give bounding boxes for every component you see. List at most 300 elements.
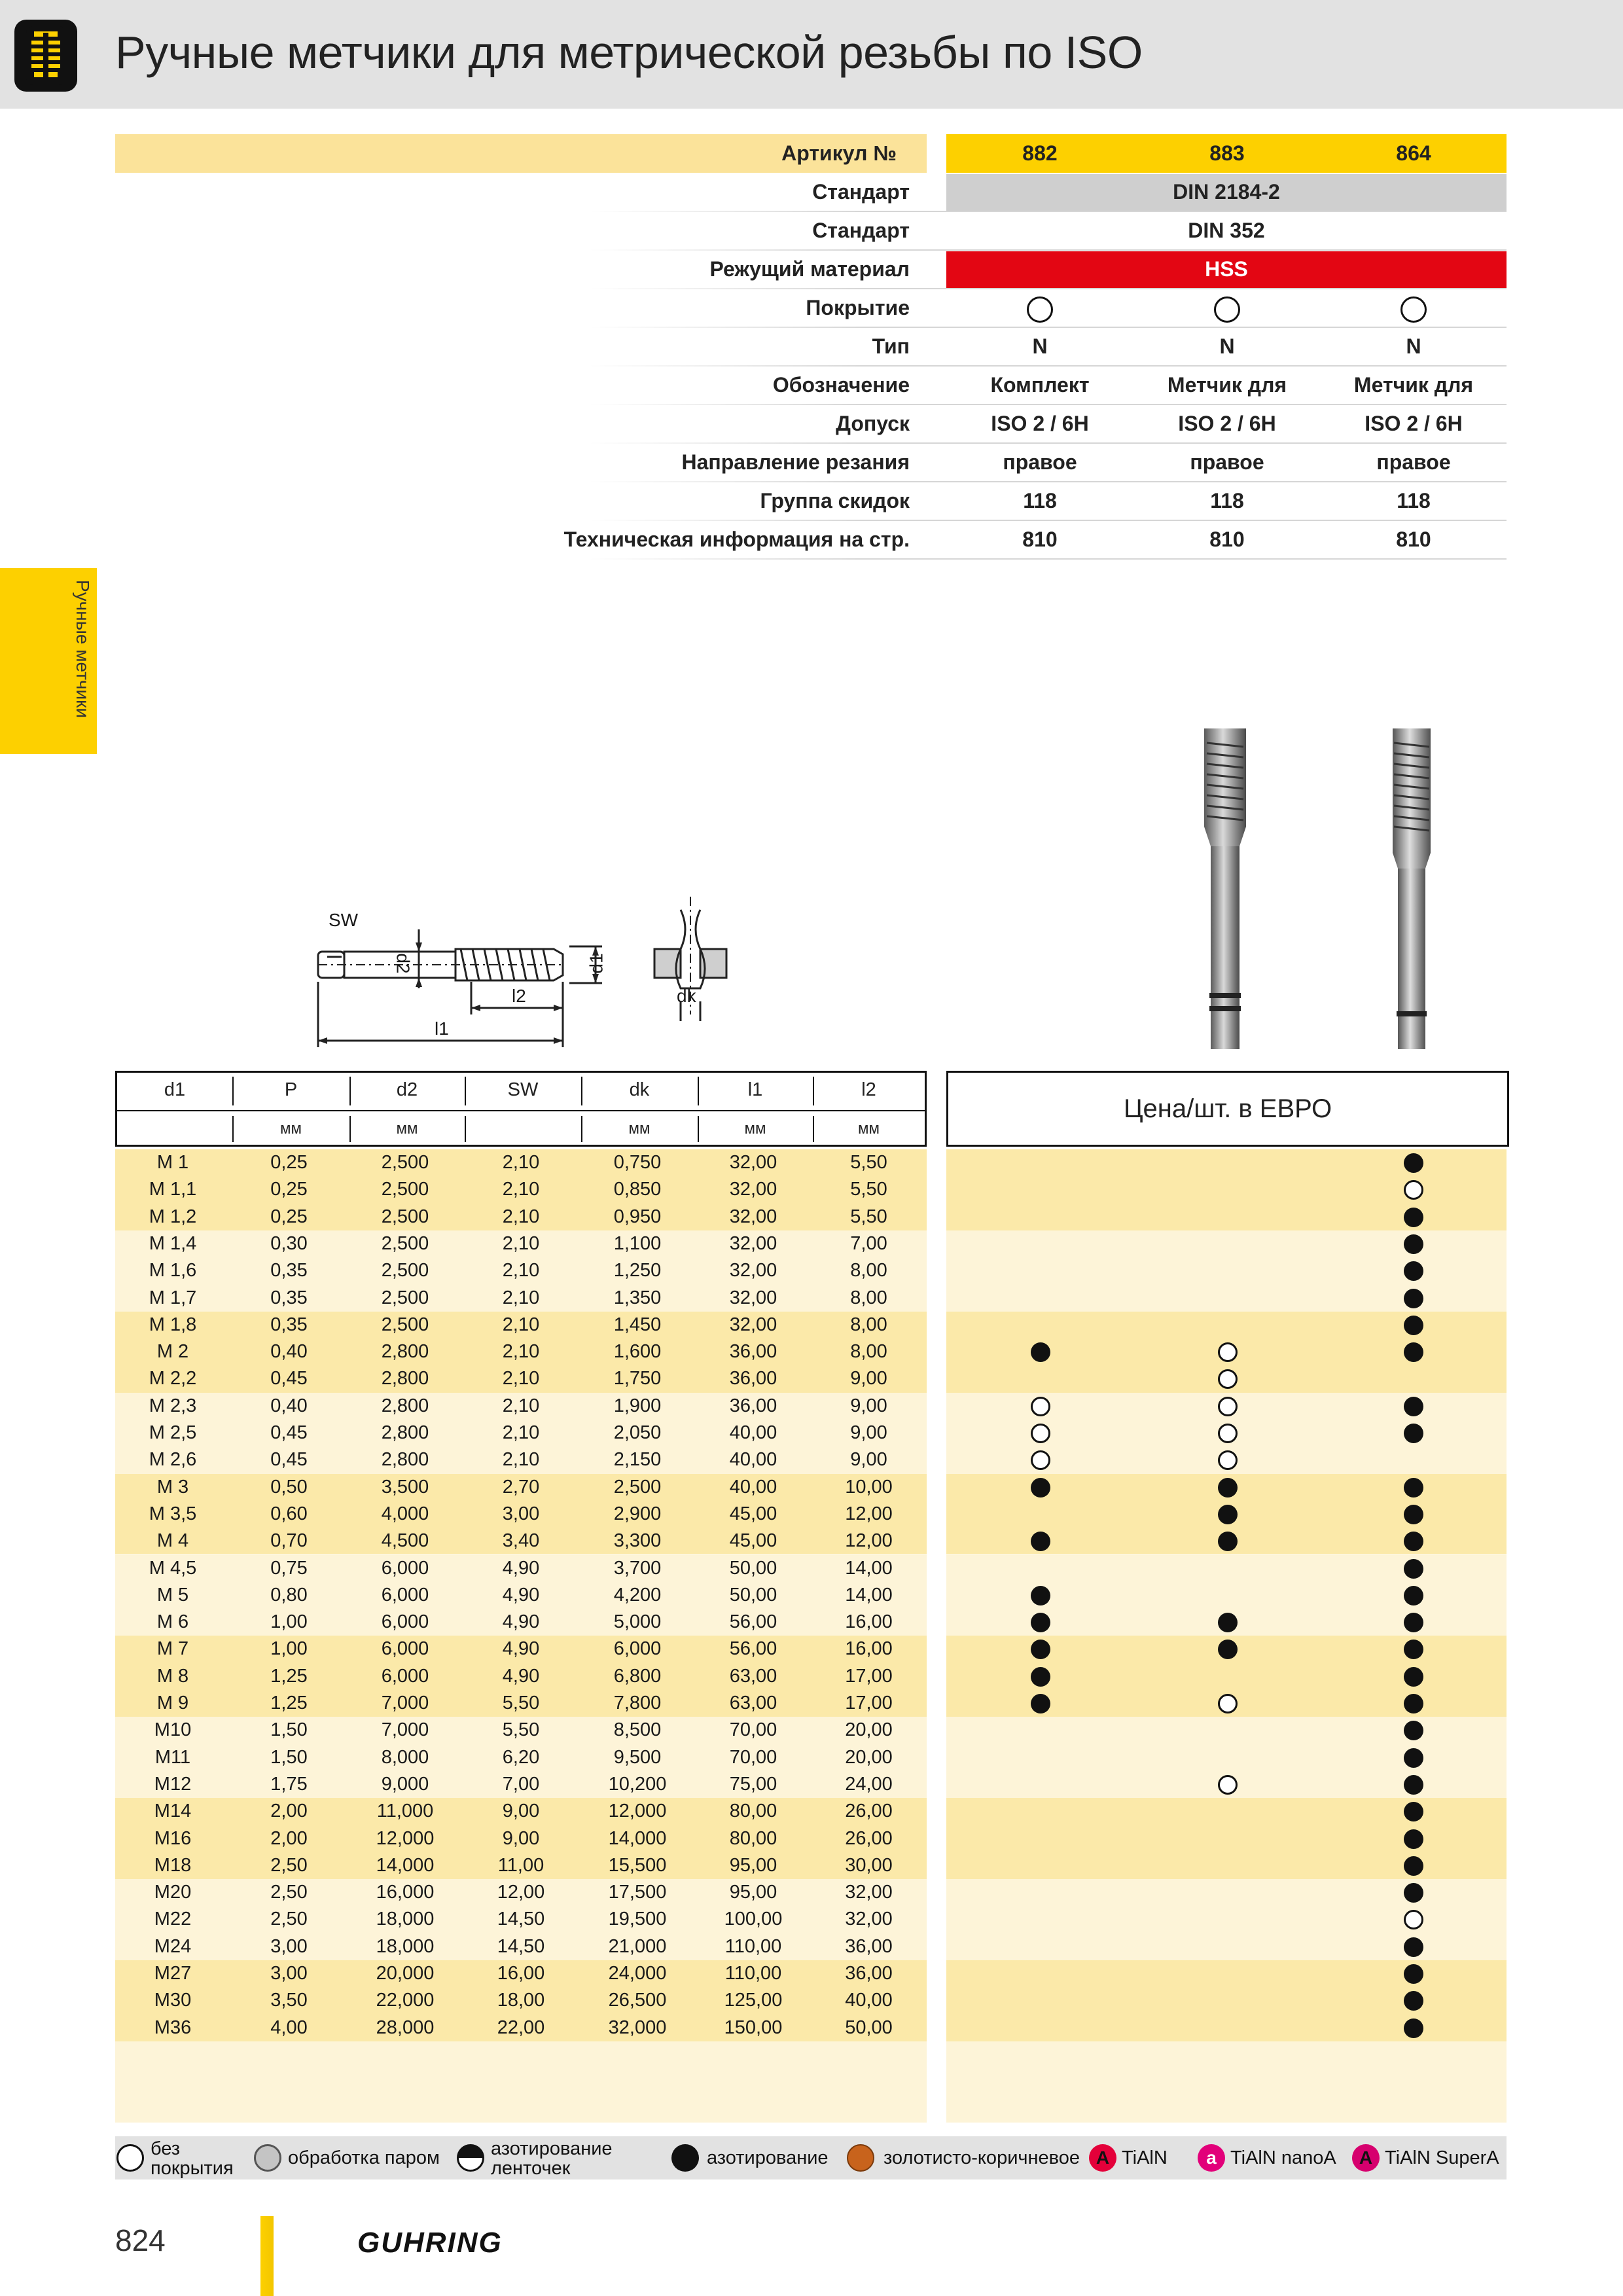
table-cell: 9,00 [850,1449,887,1471]
tap-photo-883 [1191,723,1263,1057]
table-cell: 10,00 [845,1476,893,1498]
tialn-supera-icon: A [1352,2144,1380,2172]
unit-p: мм [280,1120,302,1138]
table-cell: 11,000 [376,1801,434,1822]
table-cell: 3,00 [270,1935,308,1957]
table-cell: M 5 [156,1584,189,1605]
table-cell: 30,00 [845,1854,893,1876]
table-cell: 32,00 [729,1287,777,1308]
spec-label: Стандарт [812,219,910,242]
table-cell: 2,70 [502,1476,540,1498]
spec-row-coating [0,289,1623,327]
section-tab-label: Ручные метчики [73,580,93,719]
legend-label: TiAlN SuperA [1385,2147,1499,2168]
in-stock-dot-icon [1218,1505,1238,1524]
uncoated-icon [1400,296,1427,323]
in-stock-dot-icon [1404,1208,1423,1227]
in-stock-dot-icon [1404,2018,1423,2038]
table-cell: 3,40 [502,1530,540,1552]
table-cell: 6,000 [381,1584,429,1605]
on-order-circle-icon [1218,1775,1238,1795]
table-cell: 8,00 [850,1287,887,1308]
table-cell: 1,250 [613,1260,662,1282]
tolerance-882: ISO 2 / 6H [991,412,1089,435]
in-stock-dot-icon [1404,1342,1423,1362]
steam-treated-icon [254,2144,281,2172]
table-cell: M 2 [156,1341,189,1363]
table-cell: 95,00 [729,1882,777,1903]
table-cell: 0,35 [270,1260,308,1282]
table-cell: 4,90 [502,1584,540,1605]
table-cell: 56,00 [729,1638,777,1660]
in-stock-dot-icon [1218,1613,1238,1632]
table-cell: 2,10 [502,1287,540,1308]
table-cell: 6,000 [613,1638,662,1660]
table-cell: 63,00 [729,1665,777,1687]
table-cell: 1,25 [270,1693,308,1713]
type-864: N [1406,334,1421,358]
table-cell: 36,00 [845,1963,893,1984]
table-cell: 1,750 [613,1368,662,1390]
table-cell: M16 [154,1827,192,1849]
table-cell: 32,00 [729,1260,777,1282]
table-cell: 4,500 [381,1530,429,1552]
diagram-label-dk: dk [677,986,696,1006]
table-cell: 7,000 [381,1719,429,1741]
table-cell: 18,00 [497,1990,545,2011]
table-cell: 1,100 [613,1232,662,1254]
in-stock-dot-icon [1031,1694,1050,1713]
table-cell: 70,00 [729,1746,777,1768]
on-order-circle-icon [1218,1342,1238,1362]
table-cell: 0,75 [270,1557,308,1579]
table-cell: 110,00 [724,1963,782,1984]
table-cell: 3,300 [613,1530,662,1552]
table-cell: 28,000 [376,2017,435,2038]
col-header-sw: SW [507,1079,539,1100]
table-cell: M 3,5 [149,1503,197,1524]
table-cell: 17,00 [845,1665,893,1687]
table-cell: 4,200 [613,1584,662,1605]
table-cell: 2,800 [381,1341,429,1363]
table-cell: 0,25 [270,1206,308,1227]
spec-row-discount [0,482,1623,520]
spec-row-standard1 [0,173,1623,211]
table-cell: 5,50 [502,1693,540,1713]
table-cell: 2,10 [502,1152,540,1173]
table-cell: 40,00 [729,1476,777,1498]
table-cell: 20,00 [845,1746,893,1768]
in-stock-dot-icon [1404,1316,1423,1335]
table-cell: M22 [154,1909,192,1930]
table-cell: 22,00 [497,2017,545,2038]
coating-864 [1321,289,1507,327]
table-cell: 12,00 [845,1503,893,1524]
table-cell: 2,10 [502,1341,540,1363]
type-883: N [1219,334,1235,358]
divider [117,1110,925,1111]
spec-row-designation [0,366,1623,404]
table-cell: 2,900 [613,1503,662,1524]
table-cell: 70,00 [729,1719,777,1741]
table-cell: 1,600 [613,1341,662,1363]
table-cell: 6,000 [381,1557,429,1579]
table-cell: 17,500 [608,1882,667,1903]
table-cell: 125,00 [724,1990,783,2011]
col-header-l2: l2 [861,1079,876,1100]
table-cell: 40,00 [729,1422,777,1443]
table-cell: 2,500 [381,1260,429,1282]
table-cell: 9,000 [381,1773,429,1795]
table-cell: 5,50 [850,1179,887,1200]
table-cell: 100,00 [724,1909,783,1930]
spec-label: Артикул № [781,141,897,165]
in-stock-dot-icon [1031,1478,1050,1498]
table-cell: 8,00 [850,1341,887,1363]
table-cell: 36,00 [729,1395,777,1416]
diagram-label-d1: d1 [586,953,607,974]
table-cell: 15,500 [608,1854,667,1876]
table-cell: 1,00 [270,1638,308,1660]
unit-dk: мм [628,1120,651,1138]
legend-label: TiAlN [1122,2147,1168,2168]
standard1-value: DIN 2184-2 [1173,180,1280,204]
table-cell: 50,00 [729,1557,777,1579]
in-stock-dot-icon [1404,1964,1423,1984]
table-cell: M20 [154,1882,192,1903]
table-cell: 2,800 [381,1368,429,1390]
table-cell: 1,900 [613,1395,662,1416]
table-cell: 0,35 [270,1314,308,1335]
table-cell: 2,10 [502,1314,540,1335]
price-column-header: Цена/шт. в ЕВРО [946,1071,1509,1147]
table-cell: 80,00 [729,1801,777,1822]
in-stock-dot-icon [1404,1883,1423,1903]
discount-864: 118 [1397,489,1431,512]
in-stock-dot-icon [1404,1532,1423,1551]
table-cell: 95,00 [729,1854,777,1876]
table-cell: 2,800 [381,1422,429,1443]
table-cell: 2,500 [613,1476,662,1498]
table-cell: 0,40 [270,1395,308,1416]
spec-row-type [0,327,1623,366]
in-stock-dot-icon [1404,1775,1423,1795]
in-stock-dot-icon [1404,1505,1423,1524]
in-stock-dot-icon [1404,1478,1423,1498]
table-cell: 14,000 [608,1827,667,1849]
table-cell: 5,50 [850,1152,887,1173]
direction-864: правое [1376,450,1451,474]
half-nitrided-icon [457,2144,484,2172]
table-cell: M30 [154,1990,192,2011]
spec-label: Покрытие [806,296,910,319]
table-cell: M 2,5 [149,1422,197,1443]
table-cell: 2,10 [502,1422,540,1443]
spec-row-techinfo [0,520,1623,559]
table-cell: M 9 [156,1693,189,1713]
table-cell: 16,00 [845,1611,893,1633]
in-stock-dot-icon [1404,1397,1423,1416]
table-cell: 0,45 [270,1368,308,1390]
table-cell: 1,00 [270,1611,308,1633]
in-stock-dot-icon [1404,1694,1423,1713]
table-cell: 14,50 [497,1935,545,1957]
table-cell: M 1,8 [149,1314,197,1335]
brand-logo: GUHRING [357,2227,503,2259]
table-cell: 2,00 [270,1827,308,1849]
table-cell: 36,00 [845,1935,893,1957]
table-cell: M 4,5 [149,1557,197,1579]
spec-label: Обозначение [772,373,910,397]
table-cell: 56,00 [729,1611,777,1633]
uncoated-icon [116,2144,144,2172]
table-cell: 0,80 [270,1584,308,1605]
table-cell: 32,00 [845,1882,893,1903]
table-cell: 0,40 [270,1341,308,1363]
in-stock-dot-icon [1404,1937,1423,1957]
table-cell: 63,00 [729,1693,777,1713]
spec-label: Режущий материал [709,257,910,281]
table-cell: 0,750 [613,1152,662,1173]
table-cell: 0,30 [270,1232,308,1254]
table-cell: 10,200 [608,1773,667,1795]
table-cell: 2,500 [381,1232,429,1254]
table-cell: 0,45 [270,1449,308,1471]
table-cell: 16,00 [497,1963,545,1984]
table-cell: 0,50 [270,1476,308,1498]
designation-883: Метчик для [1167,373,1287,397]
table-cell: 18,000 [376,1909,435,1930]
table-cell: 6,000 [381,1611,429,1633]
table-cell: 40,00 [845,1990,893,2011]
table-cell: 1,75 [270,1773,308,1795]
table-cell: 50,00 [729,1584,777,1605]
tap-photo-864 [1377,723,1449,1057]
table-cell: 0,35 [270,1287,308,1308]
table-cell: 2,10 [502,1179,540,1200]
table-cell: 0,25 [270,1179,308,1200]
on-order-circle-icon [1031,1424,1050,1443]
direction-883: правое [1190,450,1264,474]
spec-row-standard2 [0,211,1623,250]
table-cell: 9,500 [613,1746,662,1768]
table-cell: 32,000 [608,2017,667,2038]
table-cell: 50,00 [845,2017,893,2038]
page-header [0,0,1623,109]
price-row-band [946,2041,1507,2123]
table-cell: 3,50 [270,1990,308,2011]
designation-864: Метчик для [1353,373,1474,397]
in-stock-dot-icon [1031,1586,1050,1605]
table-cell: 6,000 [381,1665,429,1687]
table-cell: 40,00 [729,1449,777,1471]
table-cell: 3,500 [381,1476,429,1498]
on-order-circle-icon [1218,1694,1238,1713]
legend-label: азотирование [707,2147,829,2168]
divider [465,1116,466,1142]
table-cell: M24 [154,1935,192,1957]
table-cell: 8,00 [850,1260,887,1282]
table-cell: 26,00 [845,1801,893,1822]
table-cell: 6,000 [381,1638,429,1660]
divider [589,558,1507,560]
diagram-label-l1: l1 [435,1018,449,1039]
table-cell: 110,00 [724,1935,782,1957]
legend-label: азотирование ленточек [491,2138,613,2179]
in-stock-dot-icon [1404,1559,1423,1579]
table-cell: M14 [154,1801,192,1822]
table-cell: 36,00 [729,1341,777,1363]
spec-label: Техническая информация на стр. [563,528,910,551]
table-cell: M 2,2 [149,1368,197,1390]
table-cell: 12,000 [376,1827,435,1849]
table-cell: 17,00 [845,1693,893,1713]
nitrided-icon [671,2144,699,2172]
on-order-circle-icon [1031,1397,1050,1416]
table-cell: 18,000 [376,1935,435,1957]
table-cell: 4,000 [381,1503,429,1524]
table-cell: 32,00 [729,1232,777,1254]
uncoated-icon [1027,296,1053,323]
legend-label: TiAlN nanoA [1230,2147,1336,2168]
table-cell: 16,000 [376,1882,435,1903]
table-cell: 21,000 [608,1935,667,1957]
tialn-nanoa-icon: a [1198,2144,1225,2172]
unit-l2: мм [858,1120,880,1138]
table-cell: 4,90 [502,1638,540,1660]
spec-row-tolerance [0,404,1623,443]
table-cell: 26,00 [845,1827,893,1849]
col-header-dk: dk [629,1079,650,1100]
discount-883: 118 [1210,489,1244,512]
table-cell: 45,00 [729,1503,777,1524]
unit-l1: мм [744,1120,766,1138]
table-cell: 9,00 [502,1827,540,1849]
on-order-circle-icon [1218,1397,1238,1416]
tialn-icon: A [1089,2144,1116,2172]
in-stock-dot-icon [1404,1424,1423,1443]
table-cell: 36,00 [729,1368,777,1390]
table-cell: 32,00 [729,1152,777,1173]
in-stock-dot-icon [1218,1478,1238,1498]
table-cell: 2,500 [381,1314,429,1335]
table-cell: 2,50 [270,1882,308,1903]
table-cell: 12,00 [845,1530,893,1552]
table-cell: 1,50 [270,1746,308,1768]
table-cell: 1,350 [613,1287,662,1308]
table-cell: 24,00 [845,1773,893,1795]
spec-row-article [0,134,1623,173]
table-cell: M27 [154,1963,192,1984]
table-cell: 8,00 [850,1314,887,1335]
table-cell: 32,00 [729,1314,777,1335]
table-cell: 12,00 [497,1882,545,1903]
table-cell: 2,10 [502,1449,540,1471]
in-stock-dot-icon [1404,1234,1423,1254]
article-882: 882 [1022,141,1058,165]
table-cell: 2,10 [502,1232,540,1254]
table-cell: 5,50 [850,1206,887,1227]
col-header-l1: l1 [747,1079,763,1100]
tolerance-864: ISO 2 / 6H [1364,412,1463,435]
table-cell: 1,50 [270,1719,308,1741]
table-cell: 2,500 [381,1152,429,1173]
spec-label: Стандарт [812,180,910,204]
table-cell: 45,00 [729,1530,777,1552]
table-cell: 2,50 [270,1909,308,1930]
table-cell: 2,10 [502,1260,540,1282]
in-stock-dot-icon [1218,1532,1238,1551]
table-cell: 2,500 [381,1206,429,1227]
diagram-label-l2: l2 [512,986,526,1006]
table-cell: M36 [154,2017,192,2038]
in-stock-dot-icon [1404,1289,1423,1308]
page-title: Ручные метчики для метрической резьбы по ISO [115,27,1143,78]
table-cell: 150,00 [724,2017,783,2038]
table-cell: 9,00 [850,1395,887,1416]
in-stock-dot-icon [1404,1829,1423,1849]
table-cell: 2,10 [502,1395,540,1416]
in-stock-dot-icon [1404,1802,1423,1821]
table-cell: 4,90 [502,1665,540,1687]
in-stock-dot-icon [1404,1261,1423,1281]
table-cell: 14,000 [376,1854,435,1876]
discount-882: 118 [1023,489,1057,512]
table-cell: M 6 [156,1611,189,1633]
techinfo-882: 810 [1022,528,1058,551]
table-cell: 6,800 [613,1665,662,1687]
table-cell: 5,000 [613,1611,662,1633]
table-cell: 32,00 [729,1206,777,1227]
table-cell: 2,00 [270,1801,308,1822]
table-cell: 4,90 [502,1611,540,1633]
table-cell: 32,00 [845,1909,893,1930]
legend-label: золотисто-коричневое [883,2147,1080,2168]
table-cell: 0,850 [613,1179,662,1200]
table-cell: 9,00 [850,1422,887,1443]
page-number: 824 [115,2223,166,2257]
table-cell: M 1,4 [149,1232,197,1254]
table-cell: 0,25 [270,1152,308,1173]
legend-label: без покрытия [151,2138,234,2179]
table-cell: 2,50 [270,1854,308,1876]
table-cell: 7,800 [613,1693,662,1713]
table-cell: 0,950 [613,1206,662,1227]
article-883: 883 [1209,141,1245,165]
table-cell: M 1,1 [149,1179,197,1200]
table-cell: 20,00 [845,1719,893,1741]
table-cell: M 7 [156,1638,189,1660]
col-header-d2: d2 [396,1079,418,1100]
uncoated-icon [1214,296,1240,323]
table-cell: M 1,6 [149,1260,197,1282]
table-cell: 7,00 [850,1232,887,1254]
table-cell: M 1,2 [149,1206,197,1227]
table-cell: 11,00 [497,1854,544,1876]
spec-row-direction [0,443,1623,482]
table-cell: 14,00 [845,1557,893,1579]
table-cell: 80,00 [729,1827,777,1849]
coating-882 [946,289,1133,327]
table-cell: 3,00 [270,1963,308,1984]
table-cell: M 2,3 [149,1395,197,1416]
table-cell: 5,50 [502,1719,540,1741]
table-cell: 0,70 [270,1530,308,1552]
table-cell: 1,25 [270,1665,308,1687]
table-cell: 32,00 [729,1179,777,1200]
table-cell: 8,500 [613,1719,662,1741]
legend-label: обработка паром [288,2147,440,2168]
